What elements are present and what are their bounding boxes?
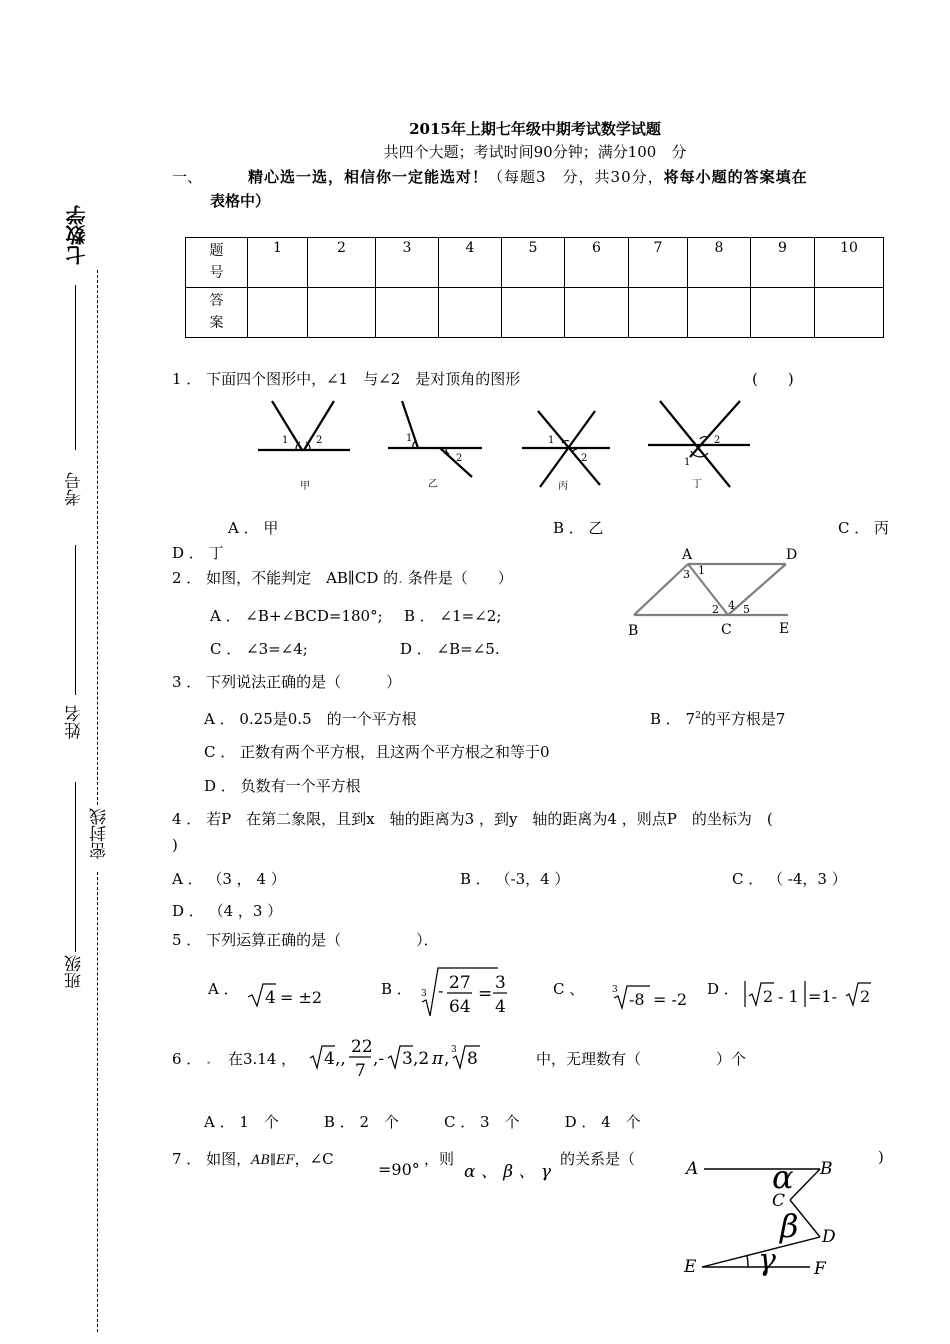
- margin-seal-line: 密封线: [90, 808, 110, 859]
- q6-math-list: [308, 1032, 508, 1084]
- answer-cell[interactable]: [308, 288, 376, 338]
- q2-fig-angle-3: 3: [683, 568, 690, 581]
- svg-text:=: =: [478, 984, 493, 1004]
- q2-fig-label-d: D: [786, 547, 798, 563]
- table-header-cell: 题 号: [186, 238, 248, 288]
- q1-fig-label-ding: 丁: [692, 479, 702, 490]
- q1-fig-yi-angle-1: 1: [406, 433, 413, 444]
- q3-option-a: A ． 0.25是0.5 的一个平方根: [204, 710, 417, 728]
- q5-b-numerator: 27: [449, 973, 471, 993]
- svg-text:4: 4: [265, 988, 276, 1008]
- q1-stem: 1 ． 下面四个图形中，∠1 与∠2 是对顶角的图形: [172, 370, 521, 388]
- table-cell: 4: [439, 238, 502, 288]
- q1-option-c: C ． 丙: [838, 519, 890, 537]
- q4-option-a: A ． （3 ， 4 ）: [172, 870, 286, 888]
- q1-option-d: D ． 丁: [172, 544, 224, 562]
- q2-option-d: D ． ∠B=∠5.: [400, 640, 500, 658]
- table-row-answers: [186, 288, 884, 338]
- q5-option-a-math: [246, 980, 326, 1010]
- table-cell: 3: [376, 238, 439, 288]
- q7-angle-c: ，∠C: [294, 1150, 334, 1168]
- answer-cell[interactable]: [248, 288, 308, 338]
- q5-b-denominator: 64: [449, 997, 471, 1017]
- svg-text:= -2: = -2: [653, 990, 688, 1009]
- margin-line-2: [75, 545, 76, 695]
- q3-option-b: B ． $7^2$的平方根是7: [650, 710, 786, 728]
- svg-text:3: 3: [612, 985, 618, 995]
- q5-b-rhs-denominator: 4: [495, 997, 506, 1017]
- q5-b-rhs-numerator: 3: [495, 973, 506, 993]
- margin-line-3: [75, 782, 76, 952]
- table-header-cell: 答 案: [186, 288, 248, 338]
- q4-option-d: D ． （4 ，3 ）: [172, 902, 283, 920]
- answer-cell[interactable]: [376, 288, 439, 338]
- svg-text:π: π: [432, 1049, 444, 1069]
- table-cell: 5: [502, 238, 565, 288]
- answer-cell[interactable]: [629, 288, 688, 338]
- q7-figure: [680, 1155, 860, 1280]
- q1-fig-jia-angle-2: 2: [316, 435, 323, 446]
- q7-fig-label-e: E: [684, 1257, 697, 1277]
- answer-cell[interactable]: [751, 288, 815, 338]
- svg-text:,: ,: [444, 1049, 450, 1069]
- svg-text:3: 3: [421, 989, 427, 999]
- q7-parallel: AB∥EF: [251, 1153, 295, 1168]
- q1-fig-ding-angle-1: 1: [684, 457, 691, 468]
- margin-line-1: [75, 285, 76, 450]
- margin-class: 班级: [65, 955, 85, 989]
- q1-option-b: B ． 乙: [553, 519, 604, 537]
- q7-fig-label-c: C: [772, 1191, 786, 1211]
- svg-text:-8: -8: [629, 990, 645, 1009]
- q7-fig-label-a: A: [686, 1159, 699, 1179]
- table-cell: 9: [751, 238, 815, 288]
- svg-text:,2: ,2: [413, 1049, 430, 1069]
- q5-option-c-math: [612, 982, 702, 1012]
- section-heading-bold: 精心选一选，相信你一定能选对！: [248, 168, 489, 186]
- q6-stem-pre: 6 ． .: [172, 1050, 212, 1068]
- answer-cell[interactable]: [439, 288, 502, 338]
- q7-fig-gamma: γ: [758, 1243, 776, 1278]
- table-cell: 6: [565, 238, 629, 288]
- q7-paren-end: ): [878, 1148, 884, 1166]
- q7-fig-label-f: F: [814, 1259, 826, 1279]
- q2-figure: [622, 542, 802, 642]
- q5-option-c-label: C 、: [553, 980, 585, 998]
- q2-fig-label-c: C: [721, 622, 732, 638]
- table-cell: 7: [629, 238, 688, 288]
- q2-option-a: A ． ∠B+∠BCD=180°;: [210, 607, 383, 625]
- svg-text:,-: ,-: [373, 1049, 385, 1069]
- q7-stem-post: 的关系是（: [560, 1150, 636, 1168]
- q1-option-a: A ． 甲: [228, 519, 279, 537]
- q1-fig-label-yi: 乙: [428, 479, 438, 490]
- q4-stem: 4 ． 若P 在第二象限，且到x 轴的距离为3 ，到y 轴的距离为4 ，则点P 的坐标为 (: [172, 810, 773, 828]
- margin-name: 姓名: [65, 705, 85, 739]
- q7-fig-alpha: α: [772, 1158, 794, 1196]
- table-cell: 1: [248, 238, 308, 288]
- q5-option-d-math: [742, 978, 882, 1010]
- q7-fig-label-d: D: [822, 1227, 836, 1247]
- q7-ninety: =90°: [378, 1160, 420, 1179]
- svg-text:8: 8: [467, 1049, 478, 1069]
- table-cell: 8: [688, 238, 751, 288]
- margin-exam-no: 考号: [65, 472, 85, 506]
- section-number: 一、: [172, 168, 203, 186]
- svg-text:3: 3: [402, 1049, 413, 1069]
- svg-text:2: 2: [763, 987, 774, 1006]
- table-cell: 2: [308, 238, 376, 288]
- section-heading-line2: 表格中）: [210, 192, 271, 210]
- q2-fig-label-b: B: [628, 623, 639, 639]
- q2-option-c: C ． ∠3=∠4;: [210, 640, 308, 658]
- q1-answer-paren: ( ): [752, 370, 794, 388]
- q2-stem-part2: 条件是（ ）: [407, 569, 513, 587]
- seal-dashed-line-top: [97, 270, 98, 805]
- q2-fig-angle-4: 4: [728, 599, 735, 612]
- answer-cell[interactable]: [502, 288, 565, 338]
- q1-fig-yi-angle-2: 2: [456, 453, 463, 464]
- answer-cell[interactable]: [688, 288, 751, 338]
- svg-text:- 1: - 1: [778, 987, 799, 1006]
- svg-text:=1-: =1-: [808, 987, 837, 1006]
- q6-stem-mid: 在3.14 ，: [228, 1050, 297, 1068]
- svg-text:,,: ,,: [335, 1049, 346, 1069]
- q1-fig-bing-angle-1: 1: [548, 435, 555, 446]
- q2-fig-label-e: E: [779, 621, 790, 637]
- q2-stem-part1: 2 ． 如图，不能判定 AB∥CD 的: [172, 569, 399, 587]
- q1-fig-label-bing: 丙: [558, 481, 568, 492]
- q3-stem: 3 ． 下列说法正确的是（ ）: [172, 673, 402, 691]
- q1-fig-ding-angle-2: 2: [714, 435, 721, 446]
- q7-fig-label-b: B: [820, 1159, 833, 1179]
- q4-option-c: C ． （ -4，3 ）: [732, 870, 847, 888]
- svg-text:7: 7: [355, 1061, 366, 1081]
- q7-fig-beta: β: [780, 1207, 799, 1245]
- section-heading: [248, 166, 808, 187]
- q3-option-d: D ． 负数有一个平方根: [204, 777, 361, 795]
- svg-text:3: 3: [451, 1045, 457, 1055]
- q3-option-c: C ． 正数有两个平方根，且这两个平方根之和等于0: [204, 743, 550, 761]
- section-heading-bold2: 将每小题的答案填在: [663, 168, 808, 186]
- seal-dashed-line-bottom: [97, 872, 98, 1332]
- q7-then: ，则: [424, 1150, 455, 1168]
- page-subtitle: 共四个大题；考试时间90分钟；满分100 分: [383, 143, 687, 161]
- q2-fig-angle-5: 5: [743, 603, 750, 616]
- q2-fig-angle-1: 1: [698, 564, 705, 577]
- q6-stem-post: 中，无理数有（ ）个: [536, 1050, 747, 1068]
- q5-option-b-label: B ．: [381, 980, 412, 998]
- q2-stem: 2 ． 如图，不能判定 AB∥CD 的. 条件是（ ）: [172, 569, 513, 587]
- q4-option-b: B ． （-3，4 ）: [460, 870, 570, 888]
- svg-text:4: 4: [324, 1049, 335, 1069]
- svg-text:-: -: [438, 981, 444, 1000]
- q7-stem: [172, 1148, 334, 1169]
- svg-text:= ±2: = ±2: [280, 988, 323, 1007]
- margin-subject: 七数学: [65, 205, 89, 265]
- answer-table: [185, 237, 884, 338]
- q5-option-b-math: [418, 962, 518, 1020]
- q6-options: A ． 1 个 B ． 2 个 C ． 3 个 D ． 4 个: [204, 1113, 641, 1131]
- table-row-numbers: [186, 238, 884, 288]
- q1-figures: [250, 395, 770, 495]
- section-heading-normal: （每题3 分，共30分，: [488, 168, 664, 186]
- q1-fig-label-jia: 甲: [300, 481, 310, 492]
- q7-greek: α 、 β 、 γ: [464, 1162, 552, 1182]
- q2-fig-angle-2: 2: [712, 603, 719, 616]
- answer-cell[interactable]: [815, 288, 884, 338]
- q7-stem-pre: 7 ． 如图，: [172, 1150, 252, 1168]
- q5-option-d-label: D ．: [707, 980, 739, 998]
- q5-option-a-label: A ．: [208, 980, 239, 998]
- svg-text:2: 2: [860, 987, 871, 1006]
- q4-stem-end: ): [172, 836, 178, 854]
- page-title: 2015年上期七年级中期考试数学试题: [409, 120, 661, 138]
- q2-fig-label-a: A: [682, 547, 693, 563]
- q5-stem: 5 ． 下列运算正确的是（ ）．: [172, 931, 439, 949]
- svg-text:22: 22: [351, 1037, 373, 1057]
- table-cell: 10: [815, 238, 884, 288]
- answer-cell[interactable]: [565, 288, 629, 338]
- q2-option-b: B ． ∠1=∠2;: [404, 607, 502, 625]
- q1-fig-bing-angle-2: 2: [581, 453, 588, 464]
- q1-fig-jia-angle-1: 1: [282, 435, 289, 446]
